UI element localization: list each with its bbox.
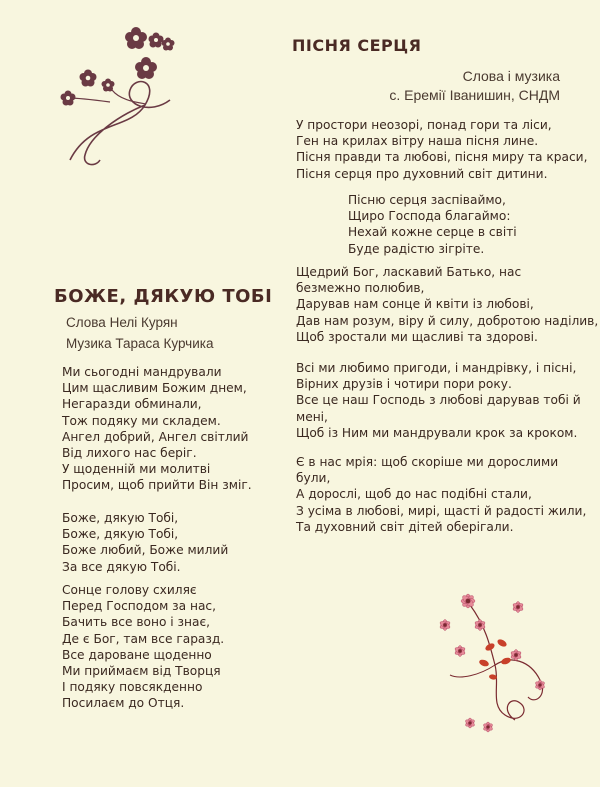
lyric-line: Цим щасливим Божим днем, <box>62 381 247 396</box>
lyric-line: У простори неозорі, понад гори та ліси, <box>296 118 552 132</box>
lyric-line: Нехай кожне серце в світі <box>348 225 517 240</box>
lyric-line: Де є Бог, там все гаразд. <box>62 631 225 646</box>
chorus <box>348 192 588 257</box>
lyric-line: Дарував нам сонце й квіти із любові, <box>296 297 534 312</box>
lyric-line: Ген на крилах вітру наша пісня лине. <box>296 134 539 149</box>
credit-line: Музика Тараса Курчика <box>66 336 214 351</box>
lyric-line: Пісня правди та любові, пісня миру та краси, <box>296 150 588 165</box>
verse-3 <box>296 360 586 441</box>
lyric-line: Є в нас мрія: щоб скоріше ми дорослими були, <box>296 455 559 486</box>
lyric-line: Боже, дякую Тобі, <box>62 527 179 542</box>
lyric-line: Негаразди обминали, <box>62 397 202 412</box>
lyric-line: Ми сьогодні мандрували <box>62 365 222 379</box>
lyric-line: Все це наш Господь з любові дарував тобі й мені, <box>296 393 581 424</box>
flower-branch-icon <box>50 20 190 170</box>
song-title: БОЖЕ, ДЯКУЮ ТОБІ <box>54 286 273 307</box>
credit-line: с. Еремії Іванишин, СНДМ <box>389 87 560 103</box>
lyric-line: Посилаєм до Отця. <box>62 696 185 711</box>
song-credits <box>66 312 213 354</box>
lyric-line: Пісня серця про духовний світ дитини. <box>296 166 548 181</box>
song-credits <box>300 67 560 105</box>
lyric-line: З усіма в любові, мирі, щасті й радості жили, <box>296 503 587 518</box>
credit-line: Слова і музика <box>462 68 560 84</box>
lyric-line: Щоб зростали ми щасливі та здорові. <box>296 329 538 344</box>
lyric-line: І подяку повсякденно <box>62 680 203 695</box>
verse-1 <box>296 117 586 182</box>
lyric-line: Боже, дякую Тобі, <box>62 511 179 525</box>
lyric-line: Та духовний світ дітей оберігали. <box>296 519 514 534</box>
verse-2 <box>62 582 292 712</box>
lyric-line: Сонце голову схиляє <box>62 583 197 597</box>
pink-flower-branch-icon <box>430 585 560 735</box>
lyric-line: Бачить все воно і знає, <box>62 615 211 630</box>
credit-line: Слова Нелі Курян <box>66 315 178 330</box>
verse-2 <box>296 264 599 345</box>
lyric-line: Все дароване щоденно <box>62 647 212 662</box>
lyric-line: А дорослі, щоб до нас подібні стали, <box>296 487 532 502</box>
lyric-line: Ангел добрий, Ангел світлий <box>62 429 249 444</box>
lyric-line: Щиро Господа благаймо: <box>348 209 511 224</box>
lyric-line: У щоденній ми молитві <box>62 462 211 477</box>
song-title: ПІСНЯ СЕРЦЯ <box>292 36 422 55</box>
lyric-line: Перед Господом за нас, <box>62 599 216 614</box>
lyric-line: За все дякую Тобі. <box>62 559 181 574</box>
lyric-line: Дав нам розум, віру й силу, добротою наділив, <box>296 313 599 328</box>
lyric-line: Щедрий Бог, ласкавий Батько, нас безмежно полюбив, <box>296 265 522 296</box>
lyric-line: Пісню серця заспіваймо, <box>348 193 506 207</box>
lyric-line: Тож подяку ми складем. <box>62 413 221 428</box>
lyric-line: Щоб із Ним ми мандрували крок за кроком. <box>296 425 578 440</box>
lyric-line: Буде радістю зігріте. <box>348 241 485 256</box>
verse-4 <box>296 454 587 535</box>
chorus <box>62 510 292 575</box>
lyric-line: Просим, щоб прийти Він зміг. <box>62 478 252 493</box>
lyric-line: Вірних друзів і чотири пори року. <box>296 377 512 392</box>
lyric-line: Від лихого нас беріг. <box>62 446 197 461</box>
lyric-line: Боже любий, Боже милий <box>62 543 229 558</box>
verse-1 <box>62 364 292 494</box>
lyric-line: Ми приймаєм від Творця <box>62 664 221 679</box>
lyric-line: Всі ми любимо пригоди, і мандрівку, і пісні, <box>296 361 577 375</box>
